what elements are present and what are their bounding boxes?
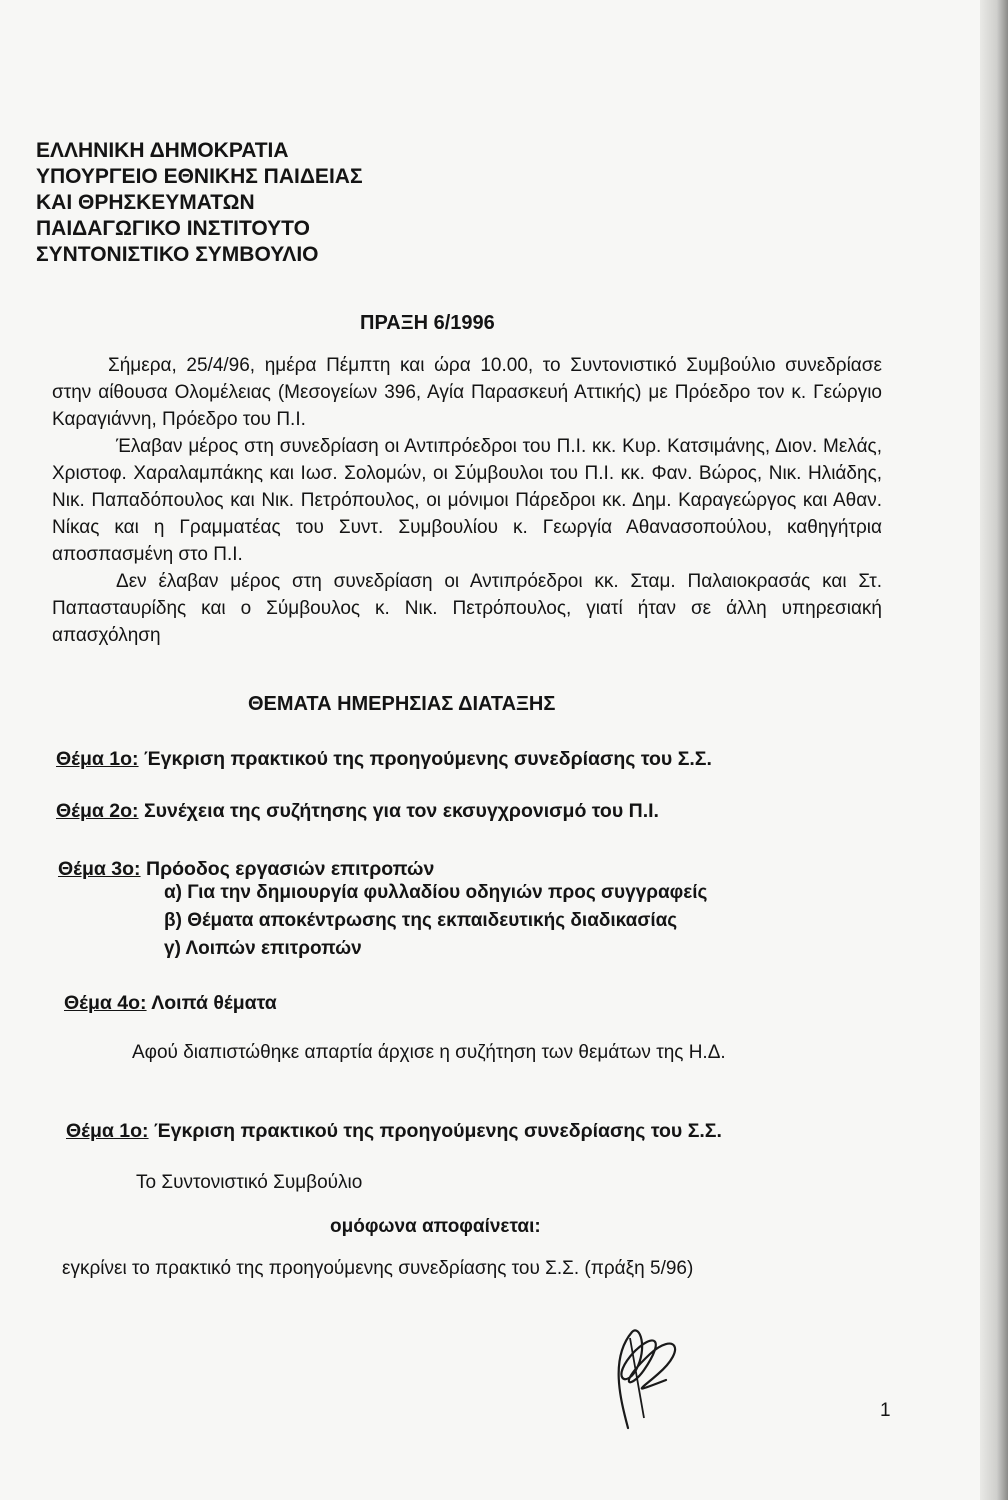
- unanimous-decision: ομόφωνα αποφαίνεται:: [330, 1216, 541, 1237]
- letterhead-line: ΚΑΙ ΘΡΗΣΚΕΥΜΑΤΩΝ: [36, 191, 255, 214]
- topic-text: Έγκριση πρακτικού της προηγούμενης συνεδρίασης του Σ.Σ.: [153, 1120, 722, 1142]
- agenda-subitem: β) Θέματα αποκέντρωσης της εκπαιδευτικής διαδικασίας: [164, 910, 678, 931]
- agenda-subitem: γ) Λοιπών επιτροπών: [164, 938, 362, 959]
- topic-label: Θέμα 1ο:: [66, 1120, 149, 1142]
- topic-label: Θέμα 3ο:: [58, 858, 141, 880]
- agenda-topic-3: [58, 858, 434, 881]
- letterhead: [36, 138, 456, 268]
- letterhead-line: ΕΛΛΗΝΙΚΗ ΔΗΜΟΚΡΑΤΙΑ: [36, 139, 289, 162]
- topic-text: Λοιπά θέματα: [151, 992, 277, 1014]
- agenda-title: ΘΕΜΑΤΑ ΗΜΕΡΗΣΙΑΣ ΔΙΑΤΑΞΗΣ: [248, 693, 556, 715]
- topic-text: Πρόοδος εργασιών επιτροπών: [145, 858, 435, 880]
- quorum-statement: Αφού διαπιστώθηκε απαρτία άρχισε η συζήτηση των θεμάτων της Η.Δ.: [132, 1042, 726, 1063]
- topic-text: Συνέχεια της συζήτησης για τον εκσυγχρονισμό του Π.Ι.: [143, 800, 659, 822]
- topic-label: Θέμα 2ο:: [56, 800, 139, 822]
- agenda-topic-4: [64, 992, 277, 1015]
- agenda-topic-1: [56, 748, 712, 771]
- topic-label: Θέμα 1ο:: [56, 748, 139, 770]
- paragraph-absentees: Δεν έλαβαν μέρος στη συνεδρίαση οι Αντιπρόεδροι κκ. Σταμ. Παλαιοκρασάς και Στ. Παπασταυρίδης και ο Σύμβουλος κ. Νικ. Πετρόπουλος, γιατί ήταν σε άλλη υπηρεσιακή απασχόληση: [52, 571, 882, 646]
- page-number: 1: [880, 1400, 891, 1421]
- decision-topic-1: [66, 1120, 722, 1143]
- council-name: Το Συντονιστικό Συμβούλιο: [136, 1172, 363, 1193]
- page-edge-shadow: [980, 0, 1008, 1500]
- signature-scribble: [570, 1318, 710, 1438]
- paragraph-meeting-date: Σήμερα, 25/4/96, ημέρα Πέμπτη και ώρα 10.00, το Συντονιστικό Συμβούλιο συνεδρίασε στην αίθουσα Ολομέλειας (Μεσογείων 396, Αγία Παρασκευή Αττικής) με Πρόεδρο τον κ. Γεώργιο Καραγιάννη, Πρόεδρο του Π.Ι.: [52, 355, 882, 430]
- document-title: ΠΡΑΞΗ 6/1996: [360, 312, 495, 334]
- letterhead-line: ΣΥΝΤΟΝΙΣΤΙΚΟ ΣΥΜΒΟΥΛΙΟ: [36, 243, 319, 266]
- topic-label: Θέμα 4ο:: [64, 992, 147, 1014]
- paragraph-attendees: Έλαβαν μέρος στη συνεδρίαση οι Αντιπρόεδροι του Π.Ι. κκ. Κυρ. Κατσιμάνης, Διον. Μελάς, Χριστοφ. Χαραλαμπάκης και Ιωσ. Σολομών, οι Σύμβουλοι του Π.Ι. κκ. Φαν. Βώρος, Νικ. Ηλιάδης, Νικ. Παπαδόπουλος και Νικ. Πετρόπουλος, οι μόνιμοι Πάρεδροι κκ. Δημ. Καραγεώργος και Αθαν. Νίκας και η Γραμματέας του Συντ. Συμβουλίου κ. Γεωργία Αθανασοπούλου, καθηγήτρια αποσπασμένη στο Π.Ι.: [52, 436, 882, 565]
- agenda-topic-2: [56, 800, 659, 823]
- topic-text: Έγκριση πρακτικού της προηγούμενης συνεδρίασης του Σ.Σ.: [143, 748, 712, 770]
- resolution-text: εγκρίνει το πρακτικό της προηγούμενης συνεδρίασης του Σ.Σ. (πράξη 5/96): [62, 1258, 694, 1279]
- letterhead-line: ΥΠΟΥΡΓΕΙΟ ΕΘΝΙΚΗΣ ΠΑΙΔΕΙΑΣ: [36, 165, 363, 188]
- letterhead-line: ΠΑΙΔΑΓΩΓΙΚΟ ΙΝΣΤΙΤΟΥΤΟ: [36, 217, 310, 240]
- agenda-subitem: α) Για την δημιουργία φυλλαδίου οδηγιών προς συγγραφείς: [164, 882, 708, 903]
